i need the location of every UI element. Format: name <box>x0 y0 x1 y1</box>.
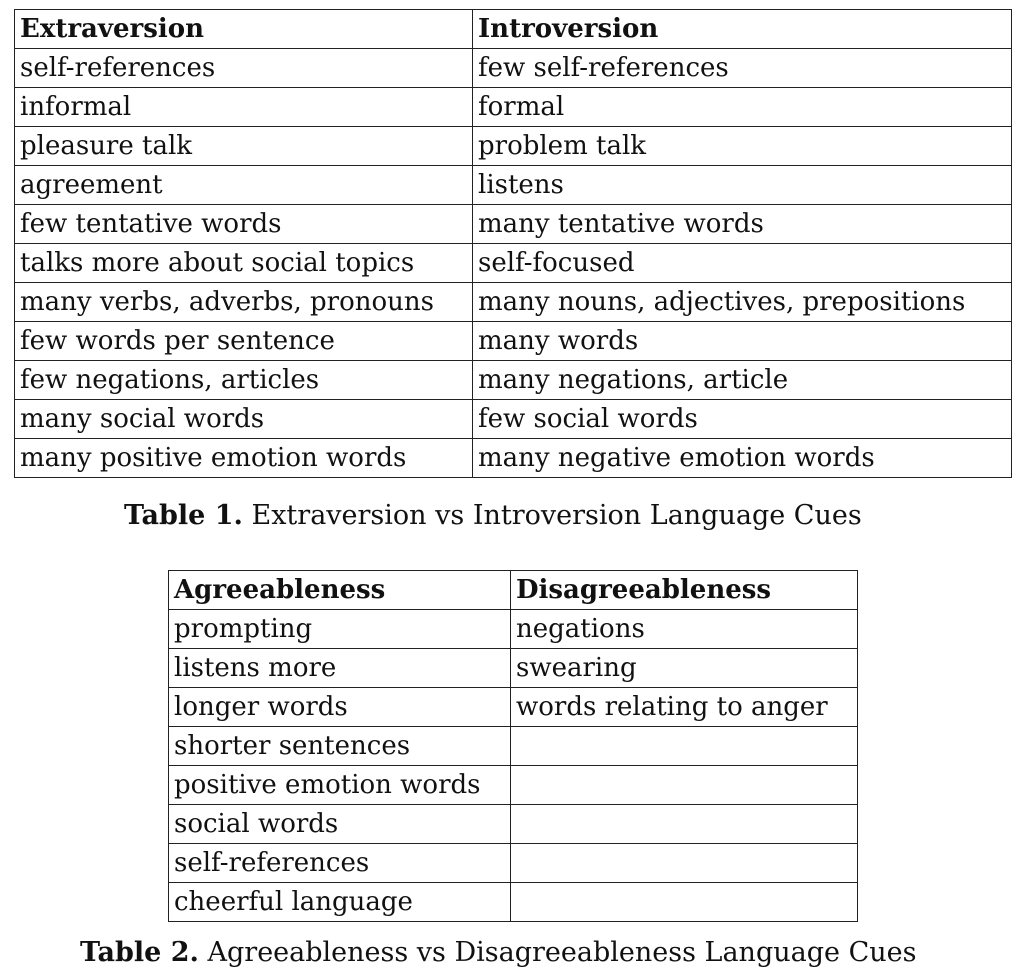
agreeableness-disagreeableness-table <box>168 570 858 922</box>
table-cell: self-focused <box>473 244 1012 283</box>
table-header-row <box>15 10 1012 49</box>
table-cell <box>511 805 858 844</box>
table-cell: self-references <box>15 49 473 88</box>
table-row <box>169 688 858 727</box>
table-row <box>169 727 858 766</box>
caption-text: Agreeableness vs Disagreeableness Language Cues <box>207 937 917 968</box>
table-2-caption <box>80 937 916 969</box>
table-cell: informal <box>15 88 473 127</box>
table-cell: shorter sentences <box>169 727 511 766</box>
table-cell: negations <box>511 610 858 649</box>
table-row <box>15 439 1012 478</box>
caption-label: Table 1. <box>124 500 243 531</box>
caption-label: Table 2. <box>80 937 199 968</box>
table-cell: positive emotion words <box>169 766 511 805</box>
column-header-extraversion: Extraversion <box>15 10 473 49</box>
table-cell: social words <box>169 805 511 844</box>
table-header-row <box>169 571 858 610</box>
table-cell: many negations, article <box>473 361 1012 400</box>
extraversion-introversion-table <box>14 9 1012 478</box>
table-row <box>169 766 858 805</box>
table-cell: listens <box>473 166 1012 205</box>
table-row <box>15 49 1012 88</box>
table-cell: problem talk <box>473 127 1012 166</box>
table-cell: talks more about social topics <box>15 244 473 283</box>
table-cell: agreement <box>15 166 473 205</box>
table-row <box>169 610 858 649</box>
table-cell: few negations, articles <box>15 361 473 400</box>
table-cell: many negative emotion words <box>473 439 1012 478</box>
table-cell: many positive emotion words <box>15 439 473 478</box>
table-row <box>15 322 1012 361</box>
table-cell: swearing <box>511 649 858 688</box>
caption-text: Extraversion vs Introversion Language Cues <box>251 500 862 531</box>
table-row <box>15 244 1012 283</box>
table-cell: cheerful language <box>169 883 511 922</box>
table-row <box>15 283 1012 322</box>
table-cell: many verbs, adverbs, pronouns <box>15 283 473 322</box>
table-cell: few self-references <box>473 49 1012 88</box>
table-cell <box>511 883 858 922</box>
table-cell: self-references <box>169 844 511 883</box>
table-row <box>169 649 858 688</box>
table-cell: listens more <box>169 649 511 688</box>
table-cell <box>511 766 858 805</box>
table-cell: formal <box>473 88 1012 127</box>
column-header-disagreeableness: Disagreeableness <box>511 571 858 610</box>
table-cell <box>511 727 858 766</box>
table-cell: words relating to anger <box>511 688 858 727</box>
table-cell: many words <box>473 322 1012 361</box>
table-row <box>15 88 1012 127</box>
table-cell: longer words <box>169 688 511 727</box>
column-header-agreeableness: Agreeableness <box>169 571 511 610</box>
table-row <box>15 205 1012 244</box>
table-row <box>15 400 1012 439</box>
column-header-introversion: Introversion <box>473 10 1012 49</box>
table-cell: prompting <box>169 610 511 649</box>
table-cell: pleasure talk <box>15 127 473 166</box>
table-row <box>15 127 1012 166</box>
table-cell: many social words <box>15 400 473 439</box>
table-row <box>15 361 1012 400</box>
table-row <box>169 844 858 883</box>
table-cell <box>511 844 858 883</box>
table-cell: many nouns, adjectives, prepositions <box>473 283 1012 322</box>
table-row <box>169 883 858 922</box>
table-row <box>169 805 858 844</box>
table-cell: many tentative words <box>473 205 1012 244</box>
table-cell: few words per sentence <box>15 322 473 361</box>
table-row <box>15 166 1012 205</box>
table-cell: few tentative words <box>15 205 473 244</box>
table-1-caption <box>124 500 862 532</box>
table-cell: few social words <box>473 400 1012 439</box>
